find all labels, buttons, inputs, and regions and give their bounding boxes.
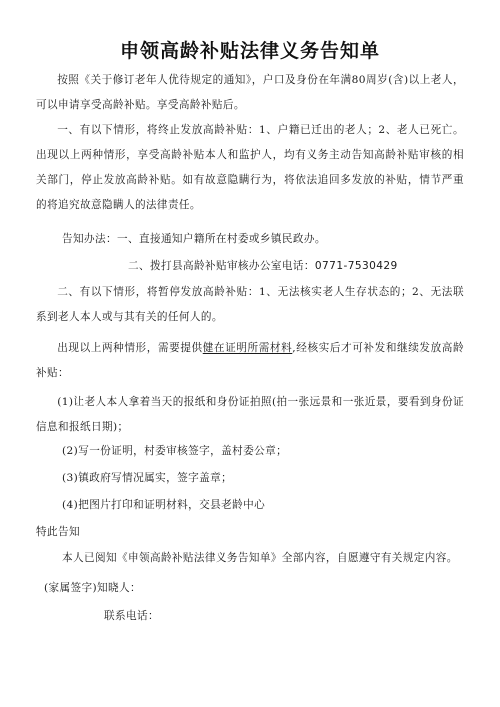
- notice-method-2-prefix: 二、拨打县高龄补贴审核办公室电话：: [128, 260, 315, 272]
- required-materials-paragraph: [36, 336, 464, 386]
- intro-paragraph: 按照《关于修订老年人优待规定的通知》，户口及身份在年满80周岁(含)以上老人，可以申请享受高龄补贴。享受高龄补贴后。: [36, 74, 464, 111]
- notice-method-line-2: [128, 256, 398, 276]
- material-item-3: (3)镇政府写情况属实，签字盖章；: [62, 472, 233, 484]
- notice-method-line-1: 告知办法：一、直接通知户籍所在村委或乡镇民政办。: [62, 233, 326, 245]
- materials-suffix: ,经核实后才可补发和继续发放高龄补贴：: [36, 342, 464, 379]
- material-item-4: (4)把图片打印和证明材料，交县老龄中心: [62, 499, 266, 511]
- termination-paragraph: 一、有以下情形，将终止发放高龄补贴：1、户籍已迁出的老人；2、老人已死亡。出现以上两种情形，享受高龄补贴本人和监护人，均有义务主动告知高龄补贴审核的相关部门，停止发放高龄补贴。如有故意隐瞒行为，将依法追回多发放的补贴，情节严重的将追究故意隐瞒人的法律责任。: [36, 124, 464, 211]
- materials-prefix: 出现以上两种情形，需要提供: [57, 342, 203, 354]
- materials-underlined: 健在证明所需材料: [202, 342, 293, 354]
- acknowledgement-text: 本人已阅知《申领高龄补贴法律义务告知单》全部内容，自愿遵守有关规定内容。: [62, 552, 458, 564]
- contact-phone-label: 联系电话：: [104, 610, 159, 622]
- suspension-paragraph: 二、有以下情形，将暂停发放高龄补贴：1、无法核实老人生存状态的；2、无法联系到老人本人或与其有关的任何人的。: [36, 286, 464, 323]
- closing-text: 特此告知: [36, 526, 80, 538]
- document-title: 申领高龄补贴法律义务告知单: [119, 40, 380, 62]
- material-item-2: (2)写一份证明，村委审核签字，盖村委公章；: [62, 445, 288, 457]
- material-item-1: (1)让老人本人拿着当天的报纸和身份证拍照(拍一张远景和一张近景，要看到身份证信息和报纸日期)；: [36, 396, 464, 433]
- family-signature-label: (家属签字)知晓人：: [44, 582, 142, 594]
- office-phone-number: 0771-7530429: [314, 260, 398, 272]
